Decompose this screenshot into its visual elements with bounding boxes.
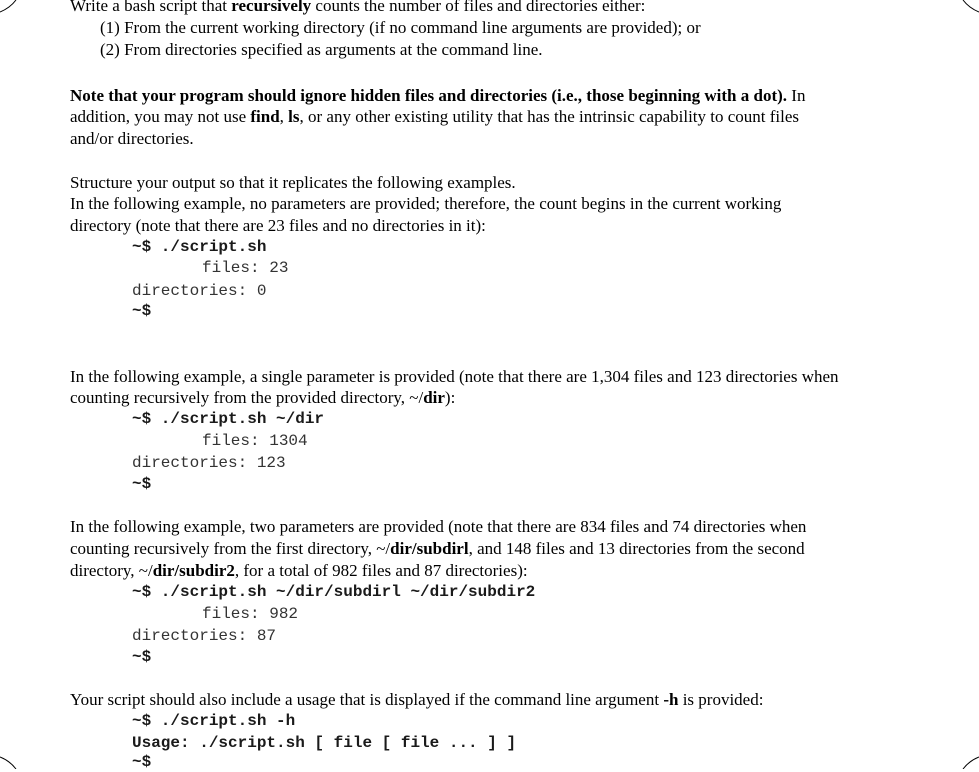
example2-dir-bold: dir [423, 388, 445, 407]
structure-line: Structure your output so that it replicates the following examples. [70, 173, 516, 192]
find-keyword: find [250, 107, 280, 126]
example3-prompt: ~$ [132, 648, 152, 666]
usage-text-end: is provided: [678, 690, 764, 709]
example2-files-output: files: 1304 [202, 432, 308, 450]
example2-line-2 [70, 388, 455, 408]
list-item-1: (1) From the current working directory (if no command line arguments are provided); or [100, 18, 701, 37]
usage-command: ~$ ./script.sh -h [132, 712, 296, 730]
usage-prompt: ~$ [132, 753, 152, 771]
corner-arc-top-right [959, 0, 979, 14]
example2-directories-output: directories: 123 [132, 454, 286, 472]
example3-files-output: files: 982 [202, 605, 299, 623]
example1-line-2: directory (note that there are 23 files and no directories in it): [70, 216, 486, 235]
intro-text: Write a bash script that [70, 0, 232, 15]
h-flag-bold: -h [663, 690, 679, 709]
example2-text: counting recursively from the provided directory, ~/ [70, 388, 424, 407]
ls-keyword: ls [288, 107, 300, 126]
note-text: , or any other existing utility that has the intrinsic capability to count files [299, 107, 800, 126]
note-line-3: and/or directories. [70, 129, 194, 148]
example3-directories-output: directories: 87 [132, 627, 277, 645]
example3-text: counting recursively from the first directory, ~/ [70, 539, 391, 558]
note-text: addition, you may not use [70, 107, 251, 126]
usage-text: Your script should also include a usage that is displayed if the command line argument [70, 690, 664, 709]
usage-line [70, 690, 763, 710]
example3-text: , and 148 files and 13 directories from the second [468, 539, 805, 558]
example2-prompt: ~$ [132, 475, 152, 493]
example3-command: ~$ ./script.sh ~/dir/subdirl ~/dir/subdir2 [132, 583, 536, 601]
example3-line-1: In the following example, two parameters are provided (note that there are 834 files and 74 directories when [70, 517, 807, 536]
note-text: In [787, 86, 806, 105]
corner-arc-bottom-left [0, 755, 20, 769]
corner-arc-bottom-right [959, 755, 979, 769]
note-text: , [279, 107, 289, 126]
example3-line-3 [70, 561, 528, 581]
note-line-1 [70, 86, 805, 106]
example1-files-output: files: 23 [202, 259, 289, 277]
intro-bold: recursively [231, 0, 312, 15]
example2-command: ~$ ./script.sh ~/dir [132, 410, 325, 428]
example2-line-1: In the following example, a single parameter is provided (note that there are 1,304 files and 123 directories when [70, 367, 839, 386]
corner-arc-top-left [0, 0, 20, 14]
example2-text-end: ): [444, 388, 456, 407]
intro-line [70, 0, 645, 16]
example1-command: ~$ ./script.sh [132, 238, 267, 256]
example3-text: directory, ~/ [70, 561, 153, 580]
example1-prompt: ~$ [132, 302, 152, 320]
usage-output: Usage: ./script.sh [ file [ file ... ] ] [132, 734, 517, 752]
example3-subdir1-bold: dir/subdirl [390, 539, 469, 558]
example3-text-end: , for a total of 982 files and 87 directories): [234, 561, 528, 580]
example3-subdir2-bold: dir/subdir2 [152, 561, 235, 580]
example1-directories-output: directories: 0 [132, 282, 267, 300]
list-item-2: (2) From directories specified as arguments at the command line. [100, 40, 543, 59]
note-line-2 [70, 107, 799, 127]
intro-text-end: counts the number of files and directories either: [311, 0, 646, 15]
example3-line-2 [70, 539, 805, 559]
example1-line-1: In the following example, no parameters are provided; therefore, the count begins in the current working [70, 194, 782, 213]
note-bold: Note that your program should ignore hidden files and directories (i.e., those beginning with a dot). [70, 86, 788, 105]
